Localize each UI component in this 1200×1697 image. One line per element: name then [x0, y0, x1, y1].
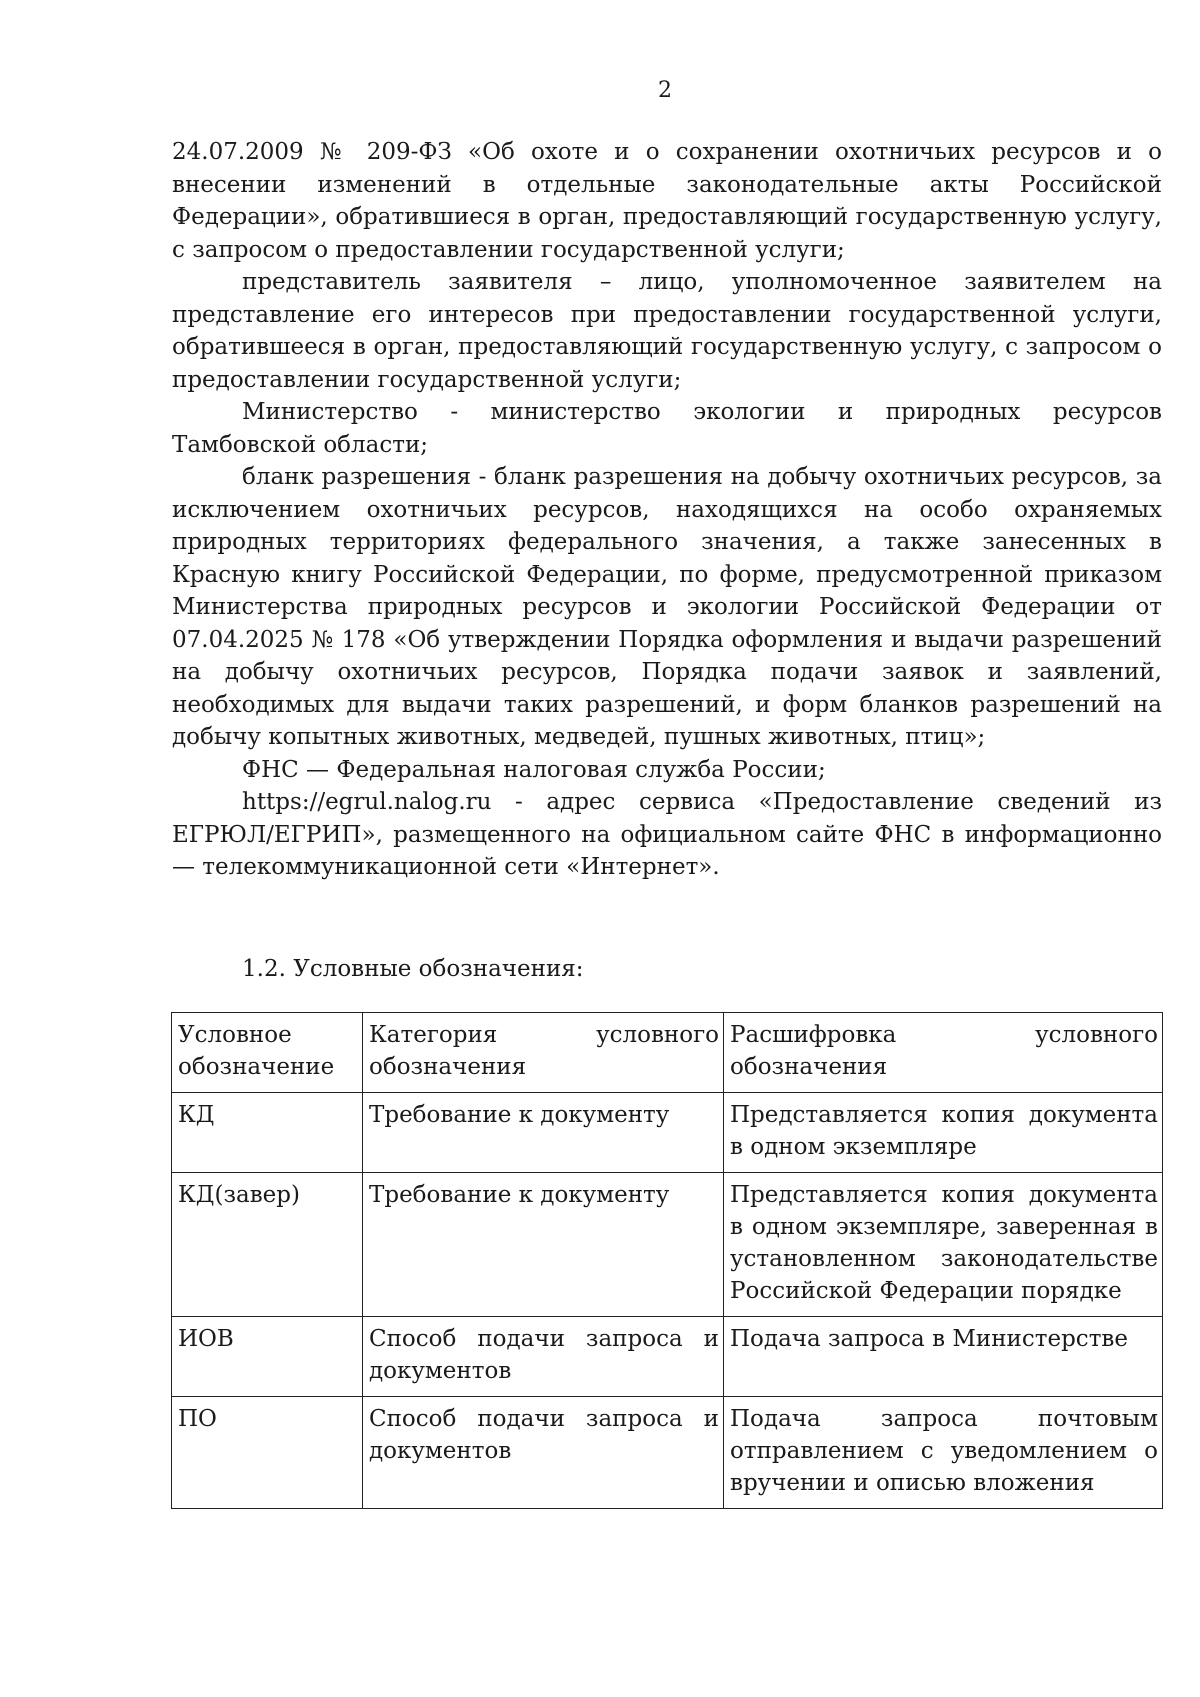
cell-symbol: КД: [172, 1093, 363, 1173]
header-cell-description: Расшифровка условного обозначения: [724, 1013, 1163, 1093]
cell-category: Способ подачи запроса и документов: [363, 1317, 724, 1397]
paragraph: бланк разрешения - бланк разрешения на добычу охотничьих ресурсов, за исключением охотничьих ресурсов, находящихся на особо охраняемых природных территориях федерального значения, а также занесенных в Красную книгу Российской Федерации, по форме, предусмотренной приказом Министерства природных ресурсов и экологии Российской Федерации от 07.04.2025 № 178 «Об утверждении Порядка оформления и выдачи разрешений на добычу охотничьих ресурсов, Порядка подачи заявок и заявлений, необходимых для выдачи таких разрешений, и форм бланков разрешений на добычу копытных животных, медведей, пушных животных, птиц»;: [172, 464, 1162, 750]
cell-description: Представляется копия документа в одном экземпляре: [724, 1093, 1163, 1173]
cell-category: Требование к документу: [363, 1173, 724, 1317]
paragraph: представитель заявителя – лицо, уполномоченное заявителем на представление его интересов при предоставлении государственной услуги, обратившееся в орган, предоставляющий государственную услугу, с запросом о предоставлении государственной услуги;: [172, 269, 1162, 393]
header-cell-category: Категория условного обозначения: [363, 1013, 724, 1093]
page-number: 2: [658, 78, 672, 103]
paragraph: https://egrul.nalog.ru - адрес сервиса «Предоставление сведений из ЕГРЮЛ/ЕГРИП», размещенного на официальном сайте ФНС в информационно — телекоммуникационной сети «Интернет».: [172, 789, 1162, 880]
cell-category: Способ подачи запроса и документов: [363, 1397, 724, 1509]
legend-table: [171, 1012, 1163, 1509]
cell-symbol: ПО: [172, 1397, 363, 1509]
table-row: [172, 1397, 1163, 1509]
table-row: [172, 1093, 1163, 1173]
paragraph: 24.07.2009 № 209-ФЗ «Об охоте и о сохранении охотничьих ресурсов и о внесении изменений в отдельные законодательные акты Российской Федерации», обратившиеся в орган, предоставляющий государственную услугу, с запросом о предоставлении государственной услуги;: [172, 139, 1162, 263]
document-body: [172, 136, 1162, 884]
table-header-row: [172, 1013, 1163, 1093]
cell-description: Подача запроса в Министерстве: [724, 1317, 1163, 1397]
paragraph: ФНС — Федеральная налоговая служба России;: [242, 756, 826, 783]
header-cell-symbol: Условное обозначение: [172, 1013, 363, 1093]
cell-symbol: КД(завер): [172, 1173, 363, 1317]
cell-category: Требование к документу: [363, 1093, 724, 1173]
cell-description: Представляется копия документа в одном экземпляре, заверенная в установленном законодательстве Российской Федерации порядке: [724, 1173, 1163, 1317]
table-row: [172, 1173, 1163, 1317]
paragraph: Министерство - министерство экологии и природных ресурсов Тамбовской области;: [172, 399, 1162, 458]
table-row: [172, 1317, 1163, 1397]
cell-symbol: ИОВ: [172, 1317, 363, 1397]
cell-description: Подача запроса почтовым отправлением с уведомлением о вручении и описью вложения: [724, 1397, 1163, 1509]
section-heading: 1.2. Условные обозначения:: [242, 956, 584, 982]
